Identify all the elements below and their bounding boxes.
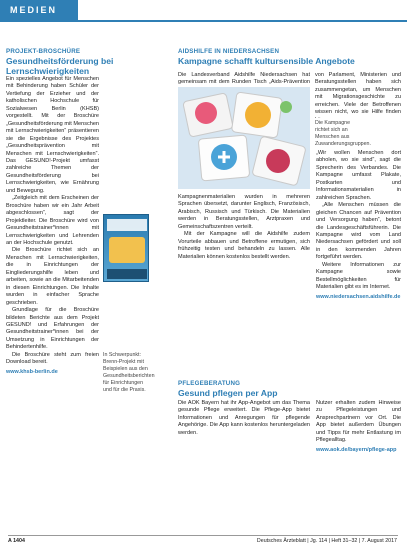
right-bottom-col1 — [178, 400, 310, 528]
right-bottom-paragraph: Die AOK Bayern hat ihr App-Angebot um das Thema gesunde Pflege erweitert. Die Pflege-App bietet Informationen und Anregungen für pflegende Angehörige. Die App kann kostenlos heruntergeladen werden. — [178, 400, 310, 436]
left-article — [6, 48, 156, 76]
left-link[interactable]: www.khsb-berlin.de — [6, 368, 58, 375]
section-header — [0, 0, 407, 22]
left-body — [6, 76, 99, 530]
left-paragraph: Ein spezielles Angebot für Menschen mit Behinderung haben Schüler der Vertiefung der Erzieher und der katholischen Hochschule für Sozialwesen Berlin (KHSB) vorgestellt. Mit der Broschüre „Gesundheitsförderung mit Menschen mit Lernschwierigkeiten“ präsentieren sie die Ergebnisse des Projektes „Gesundheitsprävention mit Menschen mit Lernschwierigkeiten“. Das GESUND!-Projekt umfasst zahlreiche Themen der Gesundheitsförderung bei Lernschwierigkeiten, wie Ernährung und Bewegung. — [6, 76, 99, 194]
right-top-paragraph: von Parlament, Ministerien und Beratungsstellen haben sich zusammengetan, um Menschen mit Migrationsgeschichte zu erreichen. Viele der Betroffenen wissen nicht, wo sie Hilfe finden — [315, 72, 401, 116]
right-top-paragraph: „Alle Menschen müssen die gleichen Chancen auf Prävention und Versorgung haben“, betont die Landesgeschäftsführerin. Die Kampagne wird vom Land Niedersachsen gefördert und soll in den kommenden Jahren fortgeführt werden. — [316, 202, 401, 261]
cover-footer-strip — [107, 269, 147, 279]
page-footer — [0, 535, 407, 547]
right-bottom-article — [178, 380, 400, 399]
photo-caption: Die Kampagne richtet sich an Menschen aus Zuwanderungsgruppen. — [315, 120, 371, 147]
right-top-paragraph: Weitere Informationen zur Kampagne sowie Bestellmöglichkeiten für Materialien gibt es im Internet. — [316, 261, 401, 291]
left-paragraph: Die Broschüre richtet sich an Menschen mit Lernschwierigkeiten, die in Einrichtungen der Eingliederungshilfe leben und arbeiten, sowie an die Mitarbeitenden in diesen Einrichtungen. Die Inhalte wurden in einfacher Sprache geschrieben. — [6, 247, 99, 306]
right-top-paragraph: „Wir wollen Menschen dort abholen, wo sie sind“, sagt die Sprecherin des Verbandes. Die Kampagne umfasst Plakate, Postkarten und Informationsmaterialien in zahlreichen Sprachen. — [316, 150, 401, 201]
cover-illustration — [109, 237, 145, 263]
right-top-link[interactable]: www.niedersachsen.aidshilfe.de — [316, 293, 401, 300]
footer-rule — [8, 535, 398, 536]
right-bottom-link[interactable]: www.aok.de/bayern/pflege-app — [316, 446, 397, 453]
left-paragraph: Grundlage für die Broschüre bildeten Berichte aus dem Projekt GESUND! und Erfahrungen der Gesundheitstrainer*innen bei der Umsetzung in Einrichtungen der Behindertenhilfe. — [6, 307, 99, 351]
cover-title-strip — [107, 219, 147, 231]
right-top-paragraph: Kampagnenmaterialien wurden in mehreren Sprachen übersetzt, darunter Englisch, Französisch, Arabisch, Russisch und Türkisch. Die Materialien werden in Beratungsstellen, Arztpraxen und Gemeinschaftszentren verteilt. — [178, 194, 310, 230]
left-headline: Gesundheitsförderung bei Lernschwierigkeiten — [6, 56, 114, 76]
right-top-article — [178, 48, 400, 67]
left-kicker: PROJEKT-BROSCHÜRE — [6, 48, 81, 55]
right-bottom-kicker: PFLEGEBERATUNG — [178, 380, 241, 387]
campaign-photo-art — [178, 87, 310, 189]
right-top-col1-lower — [178, 194, 310, 336]
right-bottom-col2 — [316, 400, 401, 528]
left-paragraph: Die Broschüre steht zum freien Download bereit. — [6, 351, 99, 366]
header-rule — [78, 20, 407, 22]
campaign-photo — [178, 87, 310, 189]
right-bottom-paragraph: Nutzer erhalten zudem Hinweise zu Pflegeleistungen und Ansprechpartnern vor Ort. Die App bietet außerdem Übungen und Tipps für mehr Entlastung im Pflegealltag. — [316, 400, 401, 444]
left-paragraph: „Zeitgleich mit dem Erscheinen der Broschüre haben wir ein Jahr Arbeit abgeschlossen“, sagt der Projektleiter. Die Broschüre wird von Gesundheitstrainer*innen mit Lernschwierigkeiten und Lehrenden an der Hochschule genutzt. — [6, 195, 99, 246]
right-top-paragraph: Mit der Kampagne will die Aidshilfe zudem Vorurteile abbauen und Betroffene ermutigen, sich frühzeitig testen und behandeln zu lassen. Alle Materialien können kostenlos bestellt werden. — [178, 231, 310, 260]
right-top-col1 — [178, 72, 310, 86]
right-top-kicker: AIDSHILFE IN NIEDERSACHSEN — [178, 48, 280, 55]
page-number: A 1404 — [8, 538, 25, 544]
right-bottom-headline: Gesund pflegen per App — [178, 388, 278, 398]
brochure-cover-image — [103, 214, 149, 282]
left-caption: In Schwerpunkt: Brenn-Projekt mit Beispielen aus den Gesundheitsberichten für Einrichtungen und für die Praxis. — [103, 352, 155, 393]
journal-citation: Deutsches Ärzteblatt | Jg. 114 | Heft 31–32 | 7. August 2017 — [256, 538, 397, 544]
right-top-col2-upper — [315, 72, 401, 118]
right-top-col2 — [316, 150, 401, 336]
right-top-paragraph: Die Landesverband Aidshilfe Niedersachsen hat gemeinsam mit dem Runden Tisch „Aids-Prävention — [178, 72, 310, 86]
section-band — [0, 0, 78, 22]
section-label: MEDIEN — [10, 5, 58, 15]
right-top-headline: Kampagne schafft kultursensible Angebote — [178, 56, 355, 66]
